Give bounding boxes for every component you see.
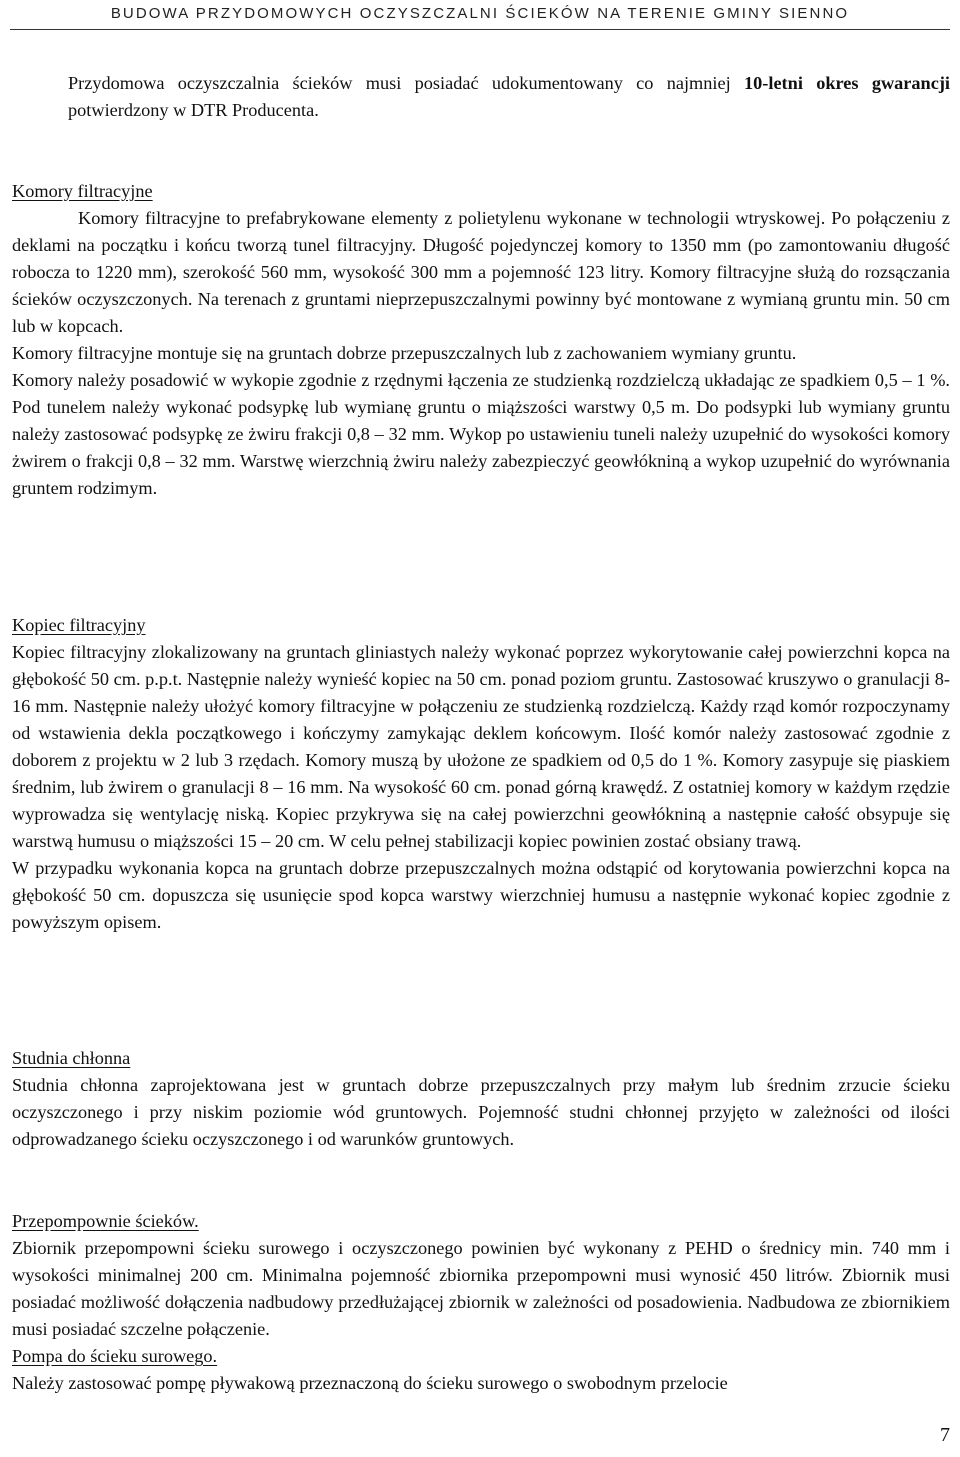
header-divider xyxy=(10,29,950,30)
page-number: 7 xyxy=(940,1424,950,1446)
komory-paragraph-2: Komory filtracyjne montuje się na gruntach dobrze przepuszczalnych lub z zachowaniem wymiany gruntu. xyxy=(12,343,797,363)
intro-text: Przydomowa oczyszczalnia ścieków musi posiadać udokumentowany co najmniej xyxy=(68,73,744,93)
section-przepompownia xyxy=(12,1208,950,1397)
heading-komory: Komory filtracyjne xyxy=(12,181,153,201)
intro-text-end: potwierdzony w DTR Producenta. xyxy=(68,100,319,120)
intro-paragraph xyxy=(68,70,950,124)
section-kopiec xyxy=(12,612,950,936)
heading-kopiec: Kopiec filtracyjny xyxy=(12,615,146,635)
section-komory xyxy=(12,178,950,502)
running-header: BUDOWA PRZYDOMOWYCH OCZYSZCZALNI ŚCIEKÓW NA TERENIE GMINY SIENNO xyxy=(110,5,850,22)
komory-paragraph-3: Komory należy posadowić w wykopie zgodnie z rzędnymi łączenia ze studzienką rozdzielczą układając ze spadkiem 0,5 – 1 %. Pod tunelem należy wykonać podsypkę lub wymianę gruntu o miąższości warstwy 0,5 m. Do podsypki lub wymiany gruntu należy zastosować podsypkę ze żwiru frakcji 0,8 – 32 mm. Wykop po ustawieniu tuneli należy uzupełnić do wysokości komory żwirem o frakcji 0,8 – 32 mm. Warstwę wierzchnią żwiru należy zabezpieczyć geowłókniną a wykop uzupełnić do wyrównania gruntem rodzimym. xyxy=(12,370,950,498)
intro-bold: 10-letni okres gwarancji xyxy=(744,73,951,93)
pompa-paragraph: Należy zastosować pompę pływakową przeznaczoną do ścieku surowego o swobodnym przelocie xyxy=(12,1373,728,1393)
przepompownia-paragraph-1: Zbiornik przepompowni ścieku surowego i oczyszczonego powinien być wykonany z PEHD o średnicy min. 740 mm i wysokości minimalnej 200 cm. Minimalna pojemność zbiornika przepompowni musi wynosić 450 litrów. Zbiornik musi posiadać możliwość dołączenia nadbudowy przedłużającej zbiornik w zależności od posadowienia. Nadbudowa ze zbiornikiem musi posiadać szczelne połączenie. xyxy=(12,1238,950,1339)
subheading-pompa: Pompa do ścieku surowego. xyxy=(12,1346,218,1366)
kopiec-paragraph-1: Kopiec filtracyjny zlokalizowany na gruntach gliniastych należy wykonać poprzez wykorytowanie całej powierzchni kopca na głębokość 50 cm. p.p.t. Następnie należy wynieść kopiec na 50 cm. ponad poziom gruntu. Zastosować kruszywo o granulacji 8-16 mm. Następnie należy ułożyć komory filtracyjne w połączeniu ze studzienką rozdzielczą. Każdy rząd komór rozpoczynamy od wstawienia dekla początkowego i kończymy zamykając deklem końcowym. Ilość komór należy zastosować zgodnie z doborem z projektu w 2 lub 3 rzędach. Komory muszą by ułożone ze spadkiem od 0,5 do 1 %. Komory zasypuje się piaskiem średnim, lub żwirem o granulacji 8 – 16 mm. Na wysokość 60 cm. ponad górną krawędź. Z ostatniej komory w każdym rzędzie wyprowadza się wentylację niską. Kopiec przykrywa się na całej powierzchni geowłókniną a następnie całość obsypuje się warstwą humusu o miąższości 15 – 20 cm. W celu pełnej stabilizacji kopiec powinien zostać obsiany trawą. xyxy=(12,642,950,851)
studnia-paragraph-1: Studnia chłonna zaprojektowana jest w gruntach dobrze przepuszczalnych przy małym lub średnim zrzucie ścieku oczyszczonego i przy niskim poziomie wód gruntowych. Pojemność studni chłonnej przyjęto w zależności od ilości odprowadzanego ścieku oczyszczonego i od warunków gruntowych. xyxy=(12,1075,950,1149)
heading-przepompownia: Przepompownie ścieków. xyxy=(12,1211,199,1231)
komory-paragraph-1: Komory filtracyjne to prefabrykowane elementy z polietylenu wykonane w technologii wtryskowej. Po połączeniu z deklami na początku i końcu tworzą tunel filtracyjny. Długość pojedynczej komory to 1350 mm (po zamontowaniu długość robocza to 1220 mm), szerokość 560 mm, wysokość 300 mm a pojemność 123 litry. Komory filtracyjne służą do rozsączania ścieków oczyszczonych. Na terenach z gruntami nieprzepuszczalnymi powinny być montowane z wymianą gruntu min. 50 cm lub w kopcach. xyxy=(12,208,950,336)
kopiec-paragraph-2: W przypadku wykonania kopca na gruntach dobrze przepuszczalnych można odstąpić od korytowania powierzchni kopca na głębokość 50 cm. dopuszcza się usunięcie spod kopca warstwy wierzchniej humusu a następnie wykonać kopiec zgodnie z powyższym opisem. xyxy=(12,858,950,932)
heading-studnia: Studnia chłonna xyxy=(12,1048,131,1068)
section-studnia xyxy=(12,1045,950,1153)
